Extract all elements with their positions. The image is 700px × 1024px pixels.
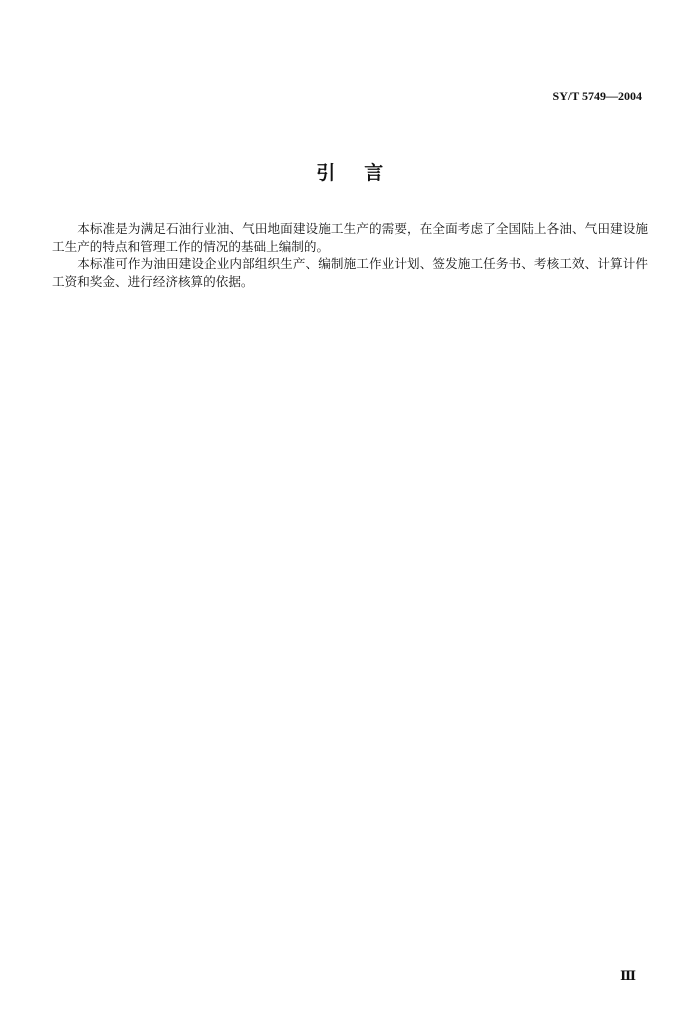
page-number: Ⅲ (620, 968, 636, 983)
paragraph: 本标准是为满足石油行业油、气田地面建设施工生产的需要，在全面考虑了全国陆上各油、气田建设施工生产的特点和管理工作的情况的基础上编制的。 (52, 221, 648, 254)
standard-code: SY/T 5749—2004 (552, 89, 642, 103)
paragraph: 本标准可作为油田建设企业内部组织生产、编制施工作业计划、签发施工任务书、考核工效、计算计件工资和奖金、进行经济核算的依据。 (52, 256, 648, 289)
section-title: 引 言 (316, 162, 384, 184)
body-text (52, 220, 648, 290)
